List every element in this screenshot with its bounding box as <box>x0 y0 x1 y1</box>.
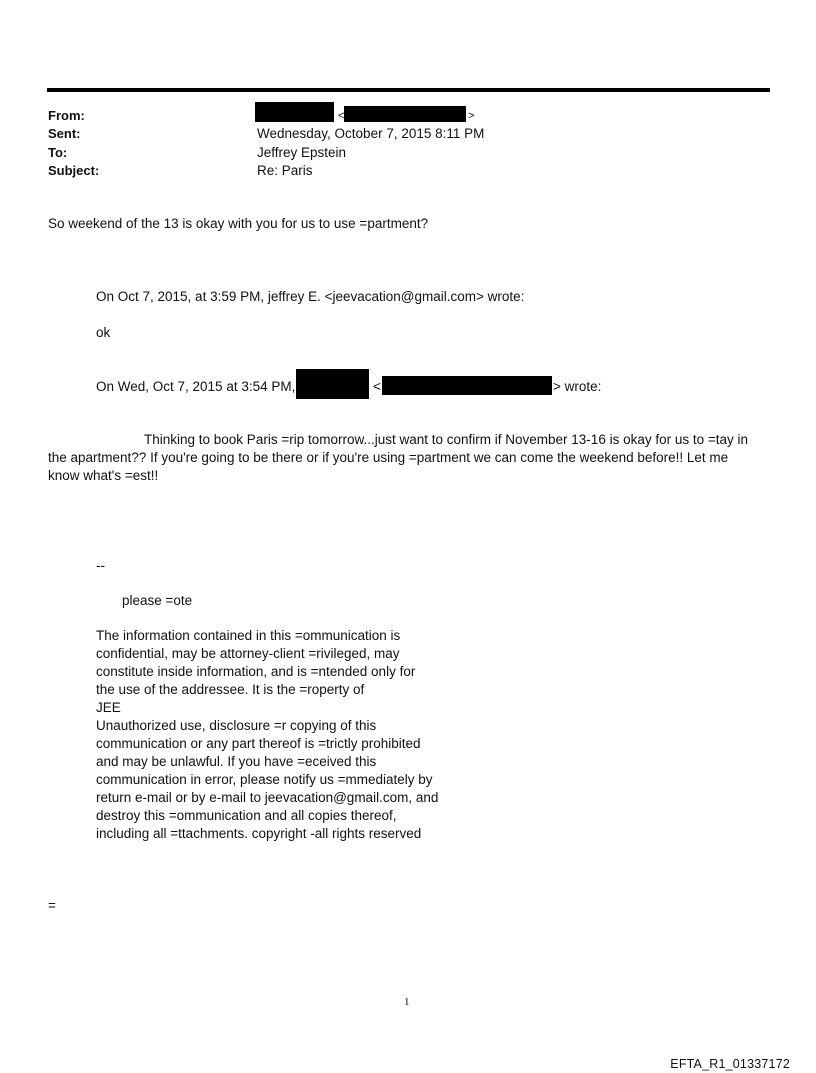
disclaimer-line: Unauthorized use, disclosure =r copying of this <box>96 718 377 733</box>
quote1-body: ok <box>96 325 111 340</box>
disclaimer-line: including all =ttachments. copyright -all rights reserved <box>96 826 422 841</box>
from-label: From: <box>48 108 85 123</box>
from-name-redaction <box>255 102 334 122</box>
trailing-equals: = <box>48 898 56 913</box>
disclaimer-line: constitute inside information, and is =ntended only for <box>96 664 416 679</box>
quote2-intro-prefix: On Wed, Oct 7, 2015 at 3:54 PM, <box>96 379 296 394</box>
subject-value: Re: Paris <box>257 163 313 178</box>
disclaimer-line: and may be unlawful. If you have =eceived this <box>96 754 377 769</box>
quote1-intro: On Oct 7, 2015, at 3:59 PM, jeffrey E. <jeevacation@gmail.com> wrote: <box>96 289 525 304</box>
disclaimer-line: JEE <box>96 700 121 715</box>
quote2-intro-lt: < <box>373 379 381 394</box>
from-lt: < <box>338 110 345 122</box>
to-label: To: <box>48 145 68 160</box>
quote2-line-3: know what's =est!! <box>48 468 159 483</box>
to-value: Jeffrey Epstein <box>257 145 347 160</box>
document-id: EFTA_R1_01337172 <box>670 1057 790 1071</box>
sender-name-redaction <box>296 369 369 399</box>
sent-label: Sent: <box>48 126 81 141</box>
signature-please-note: please =ote <box>122 593 193 608</box>
sender-email-redaction <box>382 376 552 395</box>
quote2-line-2: the apartment?? If you're going to be there or if you're using =partment we can come the weekend before!! Let me <box>48 450 729 465</box>
reply-line: So weekend of the 13 is okay with you for us to use =partment? <box>48 216 429 231</box>
sent-value: Wednesday, October 7, 2015 8:11 PM <box>257 126 485 141</box>
subject-label: Subject: <box>48 163 100 178</box>
signature-dashes: -- <box>96 558 105 573</box>
disclaimer-line: The information contained in this =ommunication is <box>96 628 401 643</box>
disclaimer-line: communication in error, please notify us =mmediately by <box>96 772 433 787</box>
disclaimer-line: destroy this =ommunication and all copies thereof, <box>96 808 397 823</box>
from-gt: > <box>468 110 475 122</box>
quote2-line-1: Thinking to book Paris =rip tomorrow...just want to confirm if November 13-16 is okay for us to =tay in <box>144 432 749 447</box>
disclaimer-line: return e-mail or by e-mail to jeevacation@gmail.com, and <box>96 790 439 805</box>
header-rule <box>47 88 770 92</box>
quote2-intro-suffix: > wrote: <box>553 379 602 394</box>
page-number: 1 <box>404 996 410 1008</box>
disclaimer-line: the use of the addressee. It is the =roperty of <box>96 682 365 697</box>
disclaimer-line: communication or any part thereof is =trictly prohibited <box>96 736 421 751</box>
disclaimer-line: confidential, may be attorney-client =rivileged, may <box>96 646 400 661</box>
from-email-redaction <box>344 106 466 122</box>
